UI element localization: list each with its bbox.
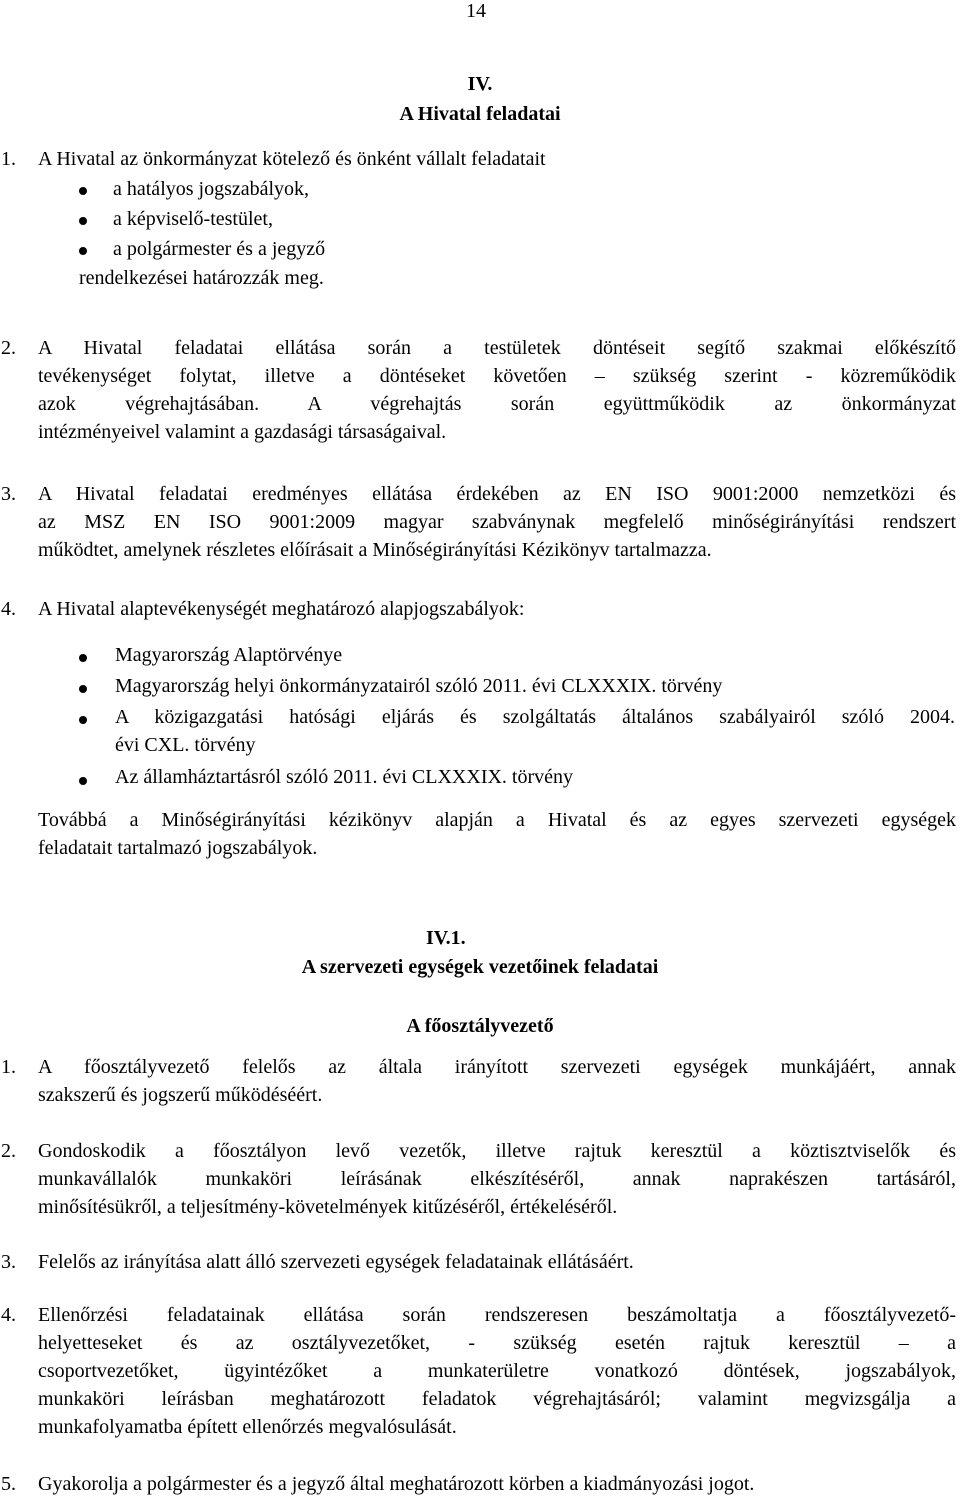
subchapter-title: A szervezeti egységek vezetőinek feladatai: [301, 956, 659, 978]
duty-number: 1.: [1, 1056, 16, 1078]
bullet-icon: [79, 685, 87, 693]
subchapter-number: IV.1.: [426, 927, 466, 949]
bullet-icon: [79, 654, 87, 662]
paragraph-line: tevékenységet folytat, illetve a döntéseket követően – szükség szerint - közreműködik: [38, 365, 956, 387]
section-number: 3.: [1, 483, 16, 505]
paragraph-line: A főosztályvezető felelős az általa irányított szervezeti egységek munkájáért, annak: [38, 1056, 956, 1078]
duty-2: [38, 1137, 956, 1221]
paragraph-line: Ellenőrzési feladatainak ellátása során rendszeresen beszámoltatja a főosztályvezető-: [38, 1304, 956, 1326]
page-number: 14: [466, 0, 486, 22]
section-2-text: [38, 334, 956, 446]
duty-5-text: Gyakorolja a polgármester és a jegyző által meghatározott körben a kiadmányozási jogot.: [38, 1473, 755, 1495]
paragraph-line: helyetteseket és az osztályvezetőket, - szükség esetén rajtuk keresztül – a: [38, 1332, 956, 1354]
chapter-title: A Hivatal feladatai: [399, 103, 561, 125]
list-item: Magyarország Alaptörvénye: [115, 644, 343, 666]
section-number: 1.: [1, 148, 16, 170]
duty-number: 4.: [1, 1304, 16, 1326]
list-item: Az államháztartásról szóló 2011. évi CLXXXIX. törvény: [115, 766, 574, 788]
paragraph-line: A Hivatal feladatai ellátása során a testületek döntéseit segítő szakmai előkészítő: [38, 337, 956, 359]
list-item-line: évi CXL. törvény: [115, 734, 256, 756]
section-text: A Hivatal alaptevékenységét meghatározó alapjogszabályok:: [38, 598, 525, 620]
paragraph-line: Továbbá a Minőségirányítási kézikönyv alapján a Hivatal és az egyes szervezeti egységek: [38, 809, 956, 831]
paragraph-line: Gondoskodik a főosztályon levő vezetők, illetve rajtuk keresztül a köztisztviselők és: [38, 1140, 956, 1162]
chapter-number: IV.: [467, 73, 493, 95]
bullet-icon: [79, 187, 87, 195]
paragraph-line: munkaköri leírásban meghatározott feladatok végrehajtásáról; valamint megvizsgálja a: [38, 1388, 956, 1410]
duty-1: [38, 1053, 956, 1109]
duty-3-text: Felelős az irányítása alatt álló szervezeti egységek feladatainak ellátásáért.: [38, 1251, 634, 1273]
list-item: Magyarország helyi önkormányzatairól szóló 2011. évi CLXXXIX. törvény: [115, 675, 723, 697]
paragraph-line: működtet, amelynek részletes előírásait a Minőségirányítási Kézikönyv tartalmazza.: [38, 539, 712, 561]
duty-number: 5.: [1, 1473, 16, 1495]
bullet-icon: [79, 716, 87, 724]
paragraph-line: csoportvezetőket, ügyintézőket a munkaterületre vonatkozó döntések, jogszabályok,: [38, 1360, 956, 1382]
paragraph-line: szakszerű és jogszerű működéséért.: [38, 1084, 323, 1106]
list-item-line: A közigazgatási hatósági eljárás és szolgáltatás általános szabályairól szóló 2004.: [115, 706, 955, 728]
paragraph-line: az MSZ EN ISO 9001:2009 magyar szabványnak megfelelő minőségirányítási rendszert: [38, 511, 956, 533]
duty-number: 3.: [1, 1251, 16, 1273]
paragraph-line: feladatait tartalmazó jogszabályok.: [38, 837, 318, 859]
paragraph-line: munkavállalók munkaköri leírásának elkészítéséről, annak naprakészen tartásáról,: [38, 1168, 956, 1190]
duty-4: [38, 1301, 956, 1441]
bullet-icon: [79, 217, 87, 225]
section-4-footer: [38, 806, 956, 862]
bullet-icon: [79, 777, 87, 785]
section-number: 4.: [1, 598, 16, 620]
subchapter-subtitle: A főosztályvezető: [406, 1015, 554, 1037]
section-text: A Hivatal az önkormányzat kötelező és önként vállalt feladatait: [38, 148, 546, 170]
list-item: a hatályos jogszabályok,: [113, 178, 310, 200]
section-3-text: [38, 480, 956, 564]
paragraph-line: A Hivatal feladatai eredményes ellátása érdekében az EN ISO 9001:2000 nemzetközi és: [38, 483, 956, 505]
section-closing: rendelkezései határozzák meg.: [79, 267, 324, 289]
paragraph-line: minősítésükről, a teljesítmény-követelmények kitűzéséről, értékeléséről.: [38, 1196, 618, 1218]
section-number: 2.: [1, 337, 16, 359]
list-item: [115, 703, 955, 759]
duty-number: 2.: [1, 1140, 16, 1162]
paragraph-line: intézményeivel valamint a gazdasági társaságaival.: [38, 421, 447, 443]
list-item: a polgármester és a jegyző: [113, 238, 326, 260]
paragraph-line: azok végrehajtásában. A végrehajtás során együttműködik az önkormányzat: [38, 393, 956, 415]
list-item: a képviselő-testület,: [113, 208, 273, 230]
bullet-icon: [79, 247, 87, 255]
paragraph-line: munkafolyamatba épített ellenőrzés megvalósulását.: [38, 1416, 457, 1438]
